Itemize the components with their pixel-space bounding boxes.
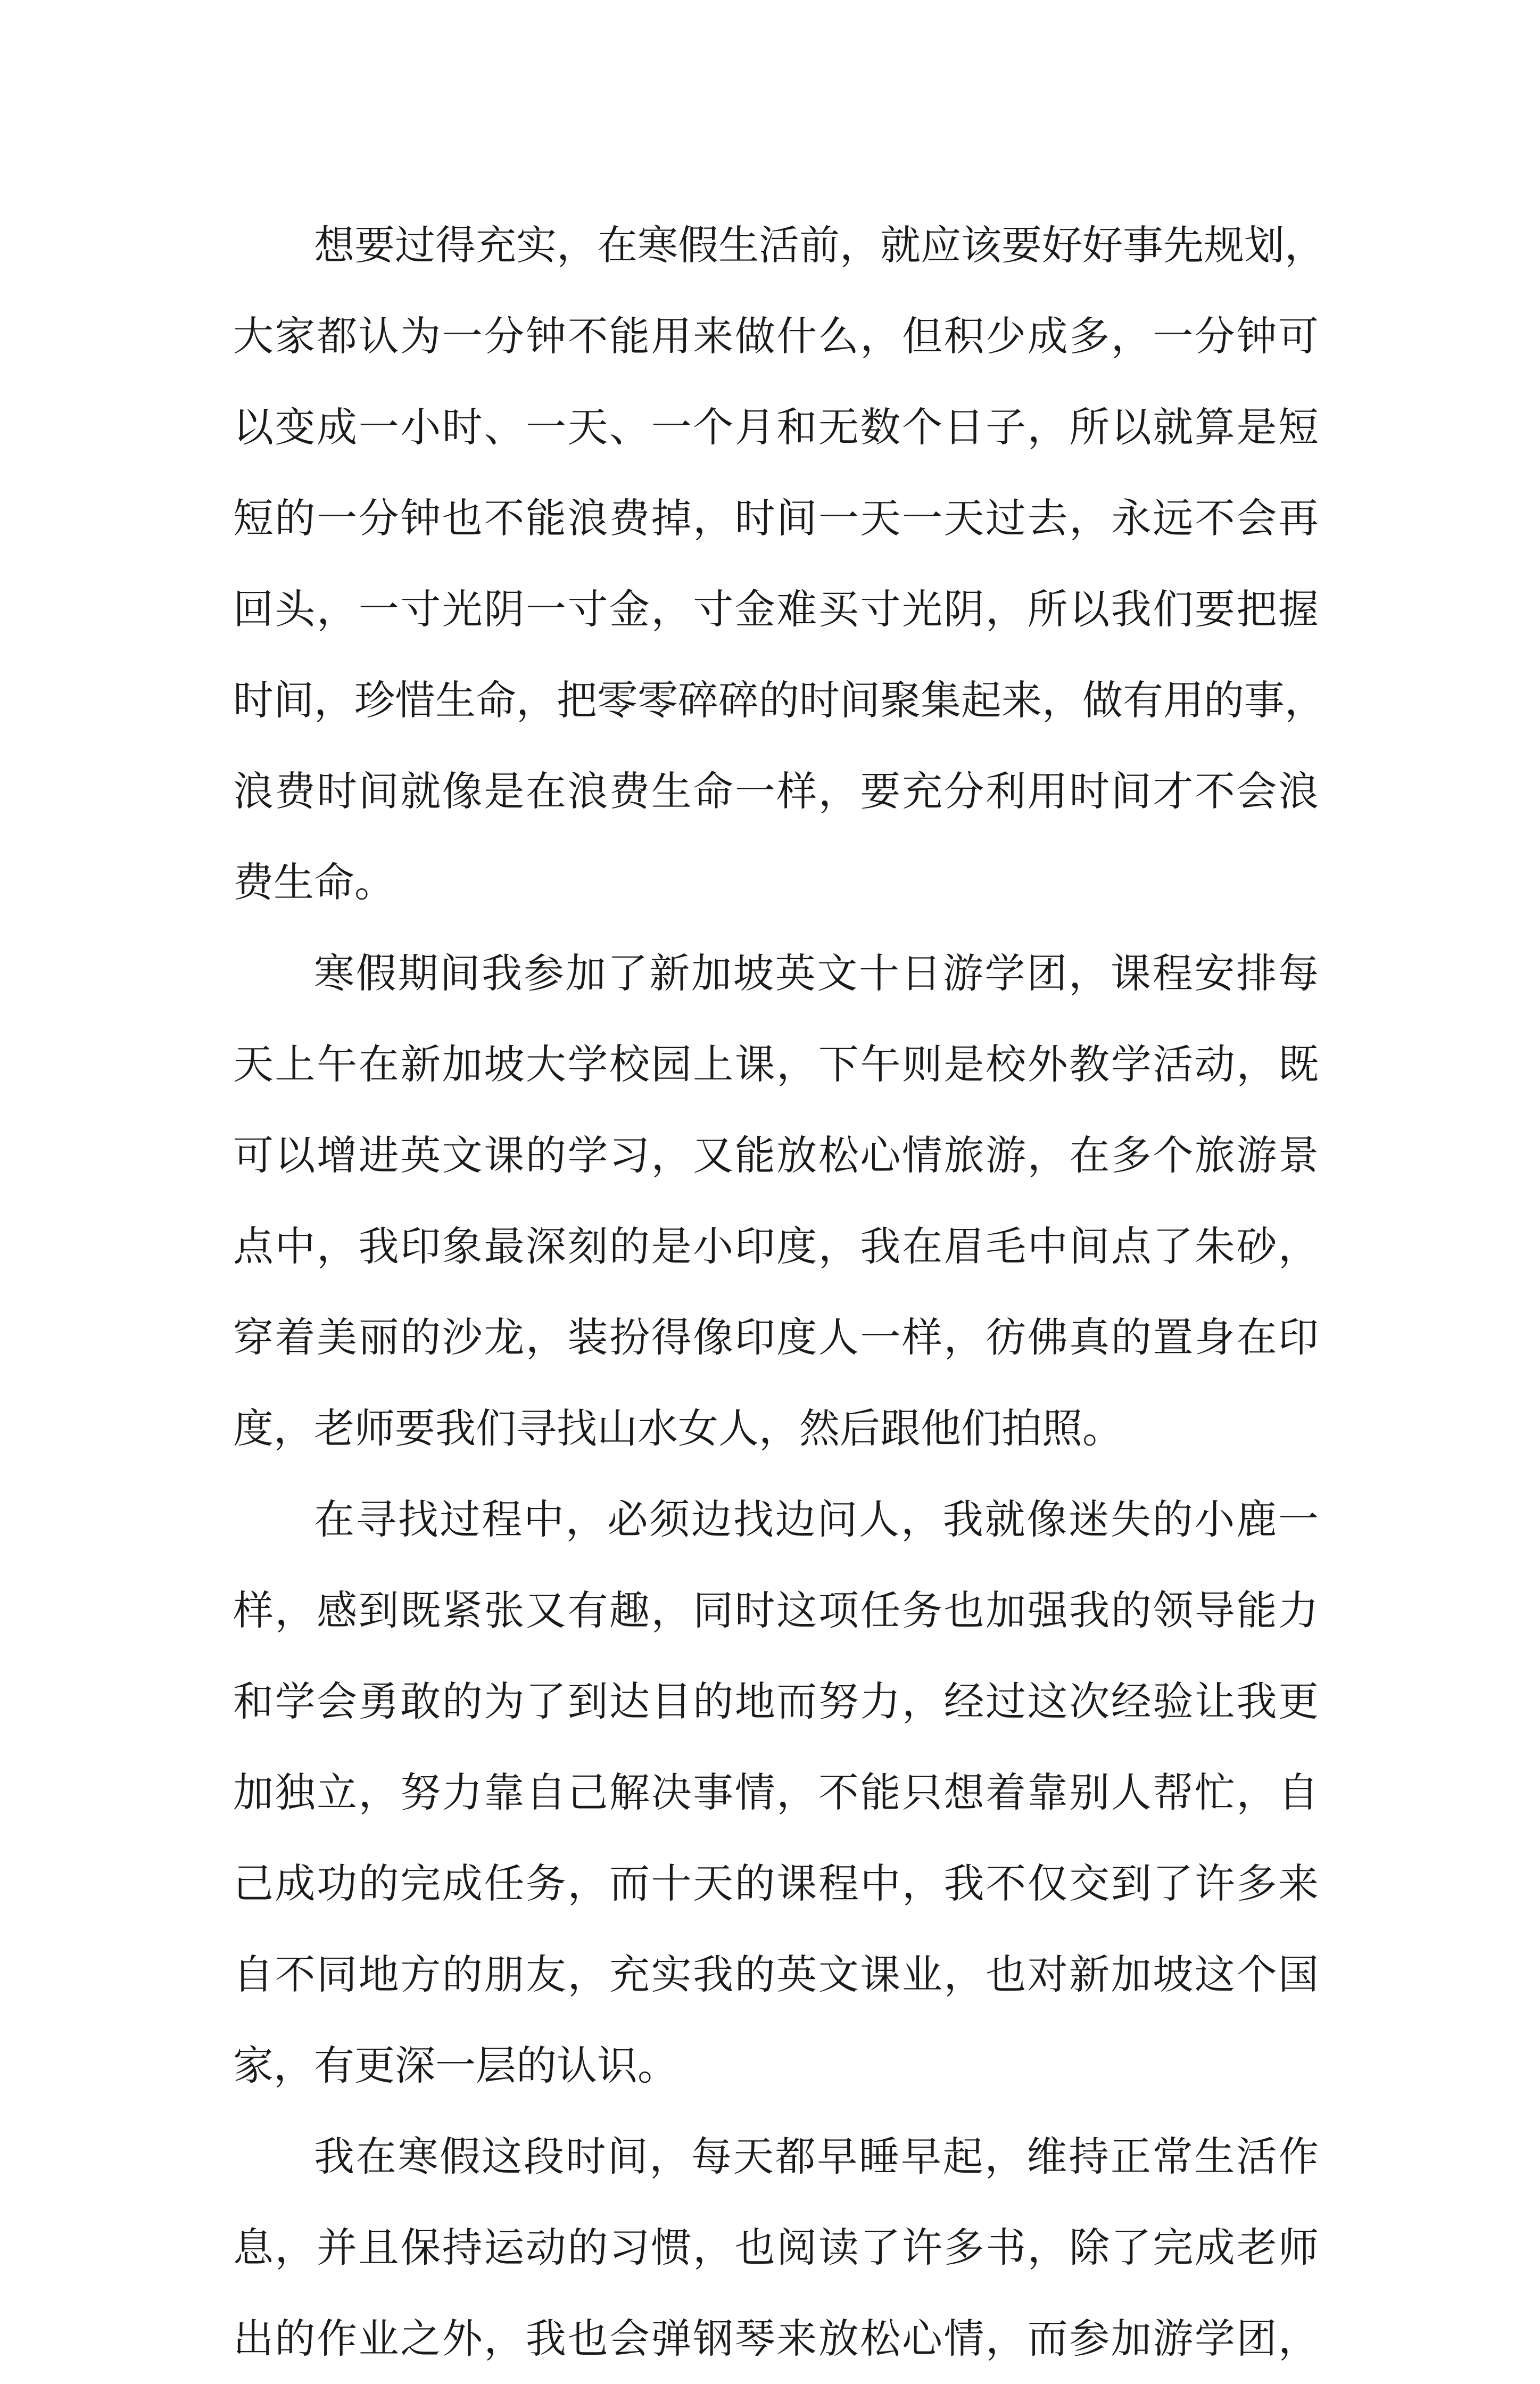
text-line: 和学会勇敢的为了到达目的地而努力，经过这次经验让我更 (233, 1678, 1319, 1725)
text-line: 家，有更深一层的认识。 (233, 2042, 678, 2089)
text-line: 度，老师要我们寻找山水女人，然后跟他们拍照。 (233, 1405, 1123, 1452)
text-line: 样，感到既紧张又有趣，同时这项任务也加强我的领导能力 (233, 1587, 1319, 1634)
text-line: 天上午在新加坡大学校园上课，下午则是校外教学活动，既 (233, 1041, 1319, 1088)
text-line: 穿着美丽的沙龙，装扮得像印度人一样，彷佛真的置身在印 (233, 1314, 1319, 1361)
text-line: 浪费时间就像是在浪费生命一样，要充分利用时间才不会浪 (233, 768, 1319, 815)
text-line: 大家都认为一分钟不能用来做什么，但积少成多，一分钟可 (233, 312, 1319, 360)
text-line: 己成功的完成任务，而十天的课程中，我不仅交到了许多来 (233, 1860, 1319, 1907)
text-line: 时间，珍惜生命，把零零碎碎的时间聚集起来，做有用的事， (233, 677, 1325, 724)
text-line: 寒假期间我参加了新加坡英文十日游学团，课程安排每 (314, 950, 1319, 997)
body-text (233, 200, 1325, 2384)
text-line: 出的作业之外，我也会弹钢琴来放松心情，而参加游学团， (233, 2315, 1319, 2362)
text-line: 我在寒假这段时间，每天都早睡早起，维持正常生活作 (314, 2133, 1319, 2180)
text-line: 回头，一寸光阴一寸金，寸金难买寸光阴，所以我们要把握 (233, 585, 1319, 633)
text-line: 自不同地方的朋友，充实我的英文课业，也对新加坡这个国 (233, 1951, 1319, 1998)
text-line: 以变成一小时、一天、一个月和无数个日子，所以就算是短 (233, 403, 1319, 451)
text-line: 短的一分钟也不能浪费掉，时间一天一天过去，永远不会再 (233, 494, 1319, 542)
text-line: 想要过得充实，在寒假生活前，就应该要好好事先规划， (314, 221, 1325, 269)
text-line: 加独立，努力靠自己解决事情，不能只想着靠别人帮忙，自 (233, 1769, 1319, 1816)
text-line: 息，并且保持运动的习惯，也阅读了许多书，除了完成老师 (233, 2224, 1319, 2271)
text-line: 在寻找过程中，必须边找边问人，我就像迷失的小鹿一 (314, 1496, 1319, 1543)
text-line: 点中，我印象最深刻的是小印度，我在眉毛中间点了朱砂， (233, 1223, 1319, 1270)
text-line: 费生命。 (233, 859, 395, 906)
text-line: 可以增进英文课的学习，又能放松心情旅游，在多个旅游景 (233, 1132, 1319, 1179)
